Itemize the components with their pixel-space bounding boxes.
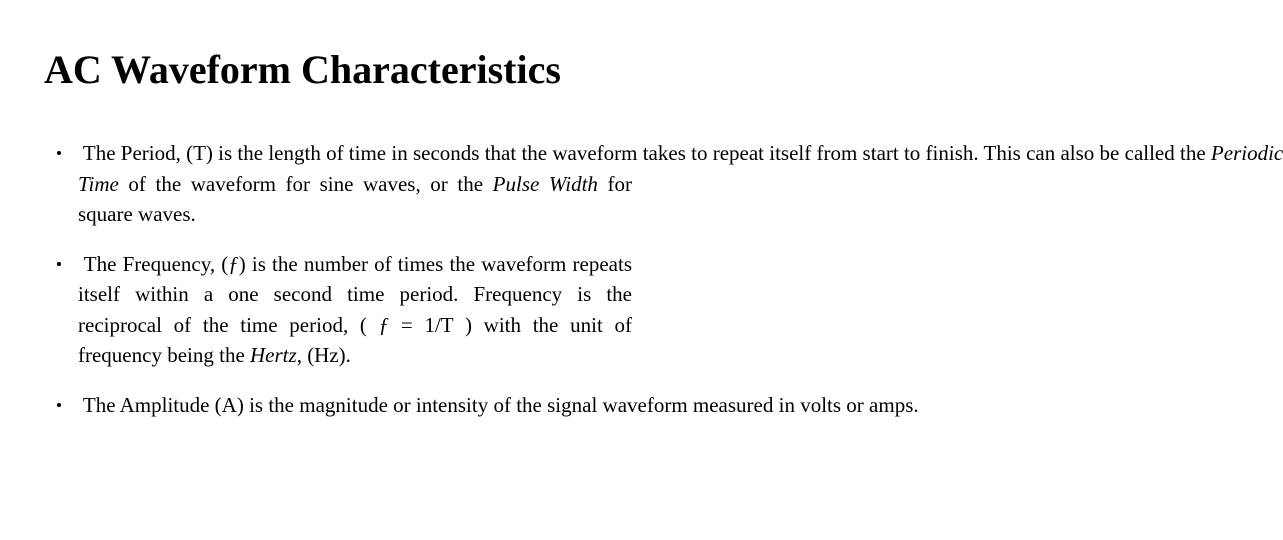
bullet-dot-icon: [57, 262, 61, 266]
bullet-frequency: [48, 249, 632, 371]
amplitude-text: The Amplitude (A) is the magnitude or intensity of the signal waveform measured in volts or amps.: [78, 392, 919, 417]
frequency-symbol: ƒ: [378, 312, 390, 337]
bullet-amplitude: [48, 390, 919, 421]
bullet-dot-icon: [57, 403, 61, 407]
slide-title: AC Waveform Characteristics: [44, 47, 561, 92]
period-text-1: The Period, (T) is the length of time in seconds that the waveform takes to repeat itself from start to finish. This can also be called the: [78, 141, 1211, 165]
periodic-time-term: Periodic Time: [78, 141, 1283, 196]
bullet-list: [48, 138, 1283, 439]
period-text-3: for square waves.: [78, 171, 633, 226]
bullet-dot-icon: [57, 151, 61, 155]
frequency-text-3: = 1/T ) with the unit of frequency being the: [78, 312, 632, 367]
hertz-term: Hertz: [250, 343, 297, 367]
frequency-symbol: ƒ: [228, 251, 239, 276]
bullet-period: [48, 138, 1283, 230]
pulse-width-term: Pulse Width: [492, 171, 598, 196]
frequency-text-4: , (Hz).: [296, 343, 351, 367]
frequency-text-1: The Frequency, (: [78, 251, 229, 276]
frequency-text-2: ) is the number of times the waveform repeats itself within a one second time period. Frequency is the reciprocal of the time period, (: [78, 251, 632, 337]
period-text-2: of the waveform for sine waves, or the: [118, 171, 493, 196]
